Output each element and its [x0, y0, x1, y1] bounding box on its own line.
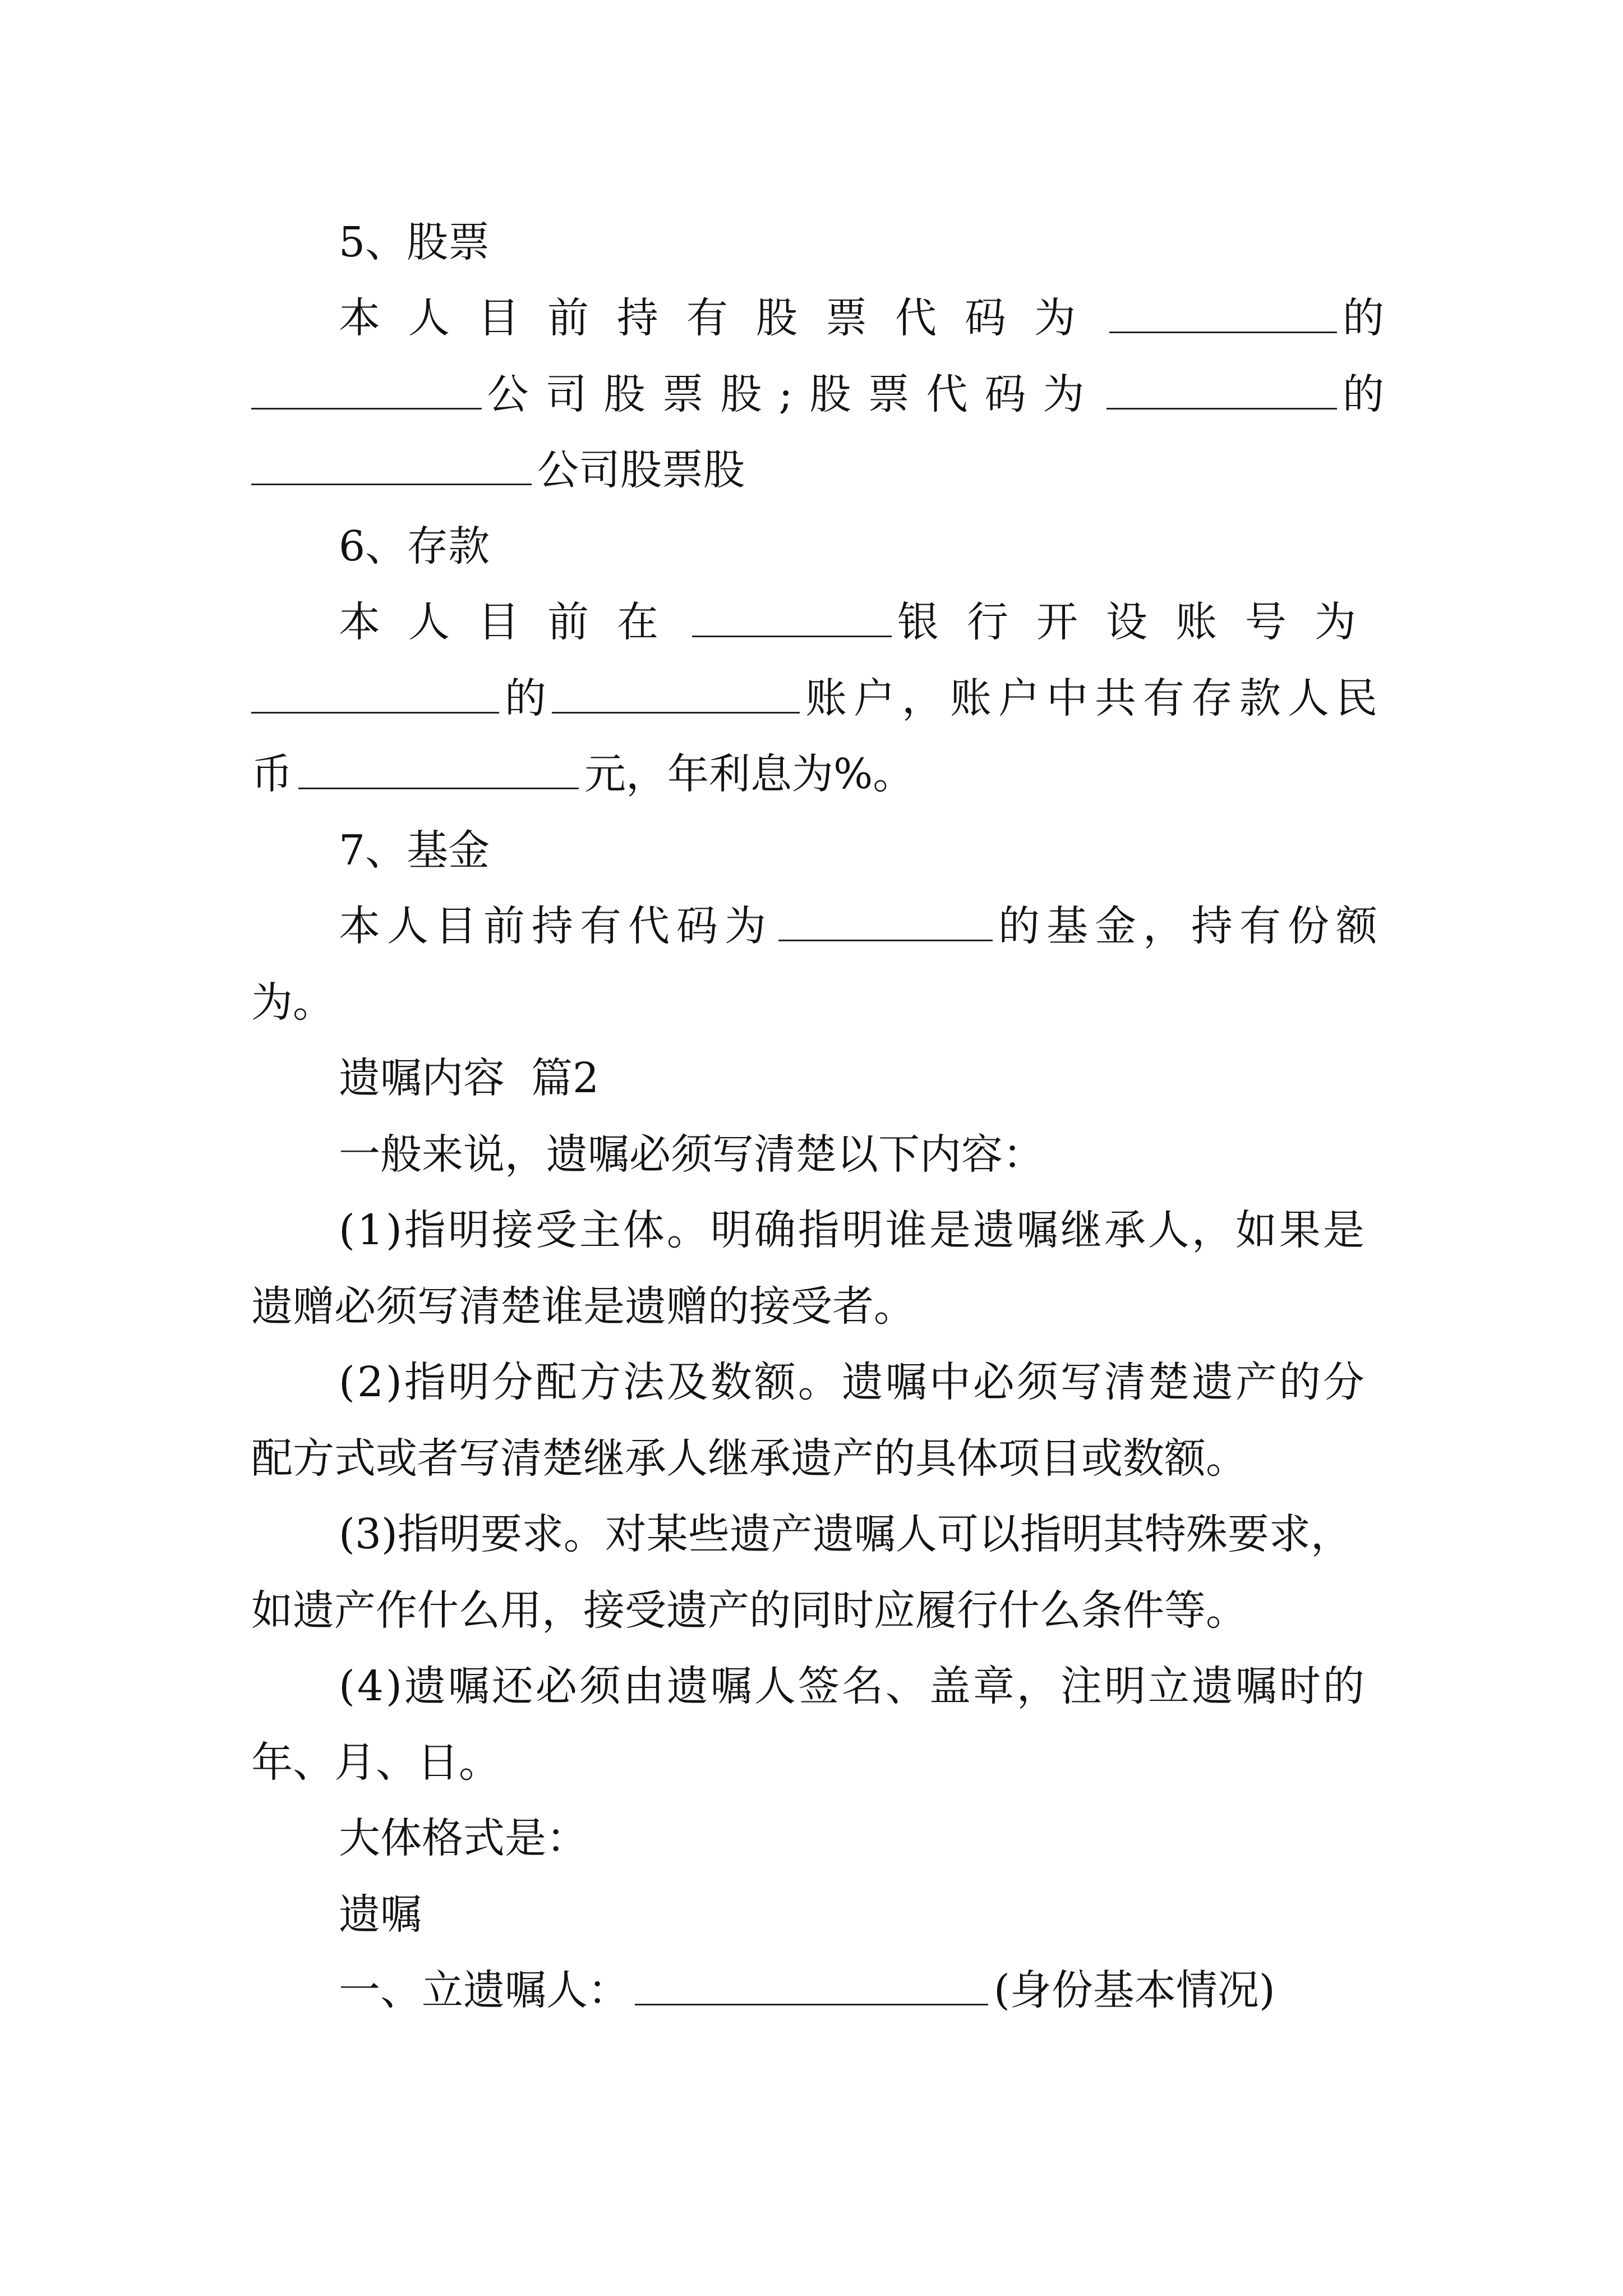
item-3-line-1: [251, 1495, 1384, 1573]
paragraph-text: 的: [1343, 370, 1384, 418]
heading-text: 遗嘱: [339, 1890, 422, 1939]
paragraph-text: 配方式或者写清楚继承人继承遗产的具体项目或数额。: [251, 1434, 1247, 1483]
fill-in-blank[interactable]: [251, 444, 532, 485]
paragraph-text: 为。: [251, 978, 334, 1027]
paragraph-text: 本人目前持有股票代码为: [339, 294, 1104, 342]
fill-in-blank[interactable]: [1109, 292, 1337, 333]
paragraph-text: (1)指明接受主体。明确指明谁是遗嘱继承人，如果是: [339, 1206, 1367, 1254]
section-6-paragraph-line-1: [251, 583, 1384, 661]
paragraph-text: 遗赠必须写清楚谁是遗赠的接受者。: [251, 1282, 915, 1331]
section-7-paragraph-line-1: [251, 887, 1384, 965]
paragraph-text: 一般来说，遗嘱必须写清楚以下内容：: [339, 1130, 1044, 1179]
heading-text: 7、基金: [339, 826, 490, 875]
paragraph-text: (4)遗嘱还必须由遗嘱人签名、盖章，注明立遗嘱时的: [339, 1662, 1367, 1710]
paragraph-text: 的基金，持有份额: [998, 902, 1384, 950]
item-2-line-2: [251, 1419, 1384, 1498]
section-5-paragraph-line-3: [251, 431, 1384, 509]
paragraph-text: 本人目前在: [339, 598, 686, 646]
testator-line: [251, 1951, 1384, 2030]
section-6-heading: [251, 507, 1384, 586]
fill-in-blank[interactable]: [251, 673, 499, 714]
section-6-paragraph-line-3: [251, 735, 1384, 813]
item-1-line-2: [251, 1267, 1384, 1346]
fill-in-blank[interactable]: [251, 369, 482, 409]
field-note: (身份基本情况): [994, 1966, 1275, 2014]
heading-text: 6、存款: [339, 522, 490, 570]
heading-text: 遗嘱内容 篇2: [339, 1054, 600, 1102]
part-2-title: [251, 1039, 1384, 1117]
paragraph-text: 元，年利息为%。: [584, 750, 915, 798]
paragraph-text: 账户，账户中共有存款人民: [805, 674, 1384, 723]
section-7-heading: [251, 811, 1384, 890]
fill-in-blank[interactable]: [692, 596, 892, 637]
item-4-line-1: [251, 1647, 1384, 1726]
section-7-paragraph-line-2: [251, 963, 1384, 1042]
item-4-line-2: [251, 1723, 1384, 1802]
format-label: [251, 1799, 1384, 1878]
paragraph-text: 银行开设账号为: [897, 598, 1384, 646]
section-6-paragraph-line-2: [251, 659, 1384, 738]
paragraph-text: 的: [1343, 294, 1384, 342]
item-3-line-2: [251, 1571, 1384, 1650]
paragraph-text: (3)指明要求。对某些遗产遗嘱人可以指明其特殊要求，: [339, 1510, 1352, 1558]
item-1-line-1: [251, 1191, 1384, 1269]
fill-in-blank[interactable]: [778, 900, 993, 941]
paragraph-text: (2)指明分配方法及数额。遗嘱中必须写清楚遗产的分: [339, 1358, 1367, 1406]
paragraph-text: 币: [251, 750, 293, 798]
paragraph-text: 年、月、日。: [251, 1738, 500, 1787]
section-5-paragraph-line-2: [251, 355, 1384, 434]
section-5-paragraph-line-1: [251, 279, 1384, 357]
paragraph-text: 公司股票股;股票代码为: [487, 370, 1101, 418]
testator-blank[interactable]: [635, 1964, 988, 2005]
paragraph-text: 本人目前持有代码为: [339, 902, 773, 950]
paragraph-text: 如遗产作什么用，接受遗产的同时应履行什么条件等。: [251, 1586, 1247, 1635]
paragraph-text: 大体格式是：: [339, 1814, 588, 1862]
fill-in-blank[interactable]: [1106, 369, 1337, 409]
field-label: 一、立遗嘱人：: [339, 1966, 629, 2014]
will-title: [251, 1875, 1384, 1954]
item-2-line-1: [251, 1343, 1384, 1421]
intro-paragraph: [251, 1115, 1384, 1194]
fill-in-blank[interactable]: [298, 748, 579, 789]
paragraph-text: 公司股票股: [537, 446, 745, 494]
heading-text: 5、股票: [339, 218, 490, 266]
paragraph-text: 的: [505, 674, 546, 723]
section-5-heading: [251, 203, 1384, 282]
fill-in-blank[interactable]: [552, 673, 800, 714]
